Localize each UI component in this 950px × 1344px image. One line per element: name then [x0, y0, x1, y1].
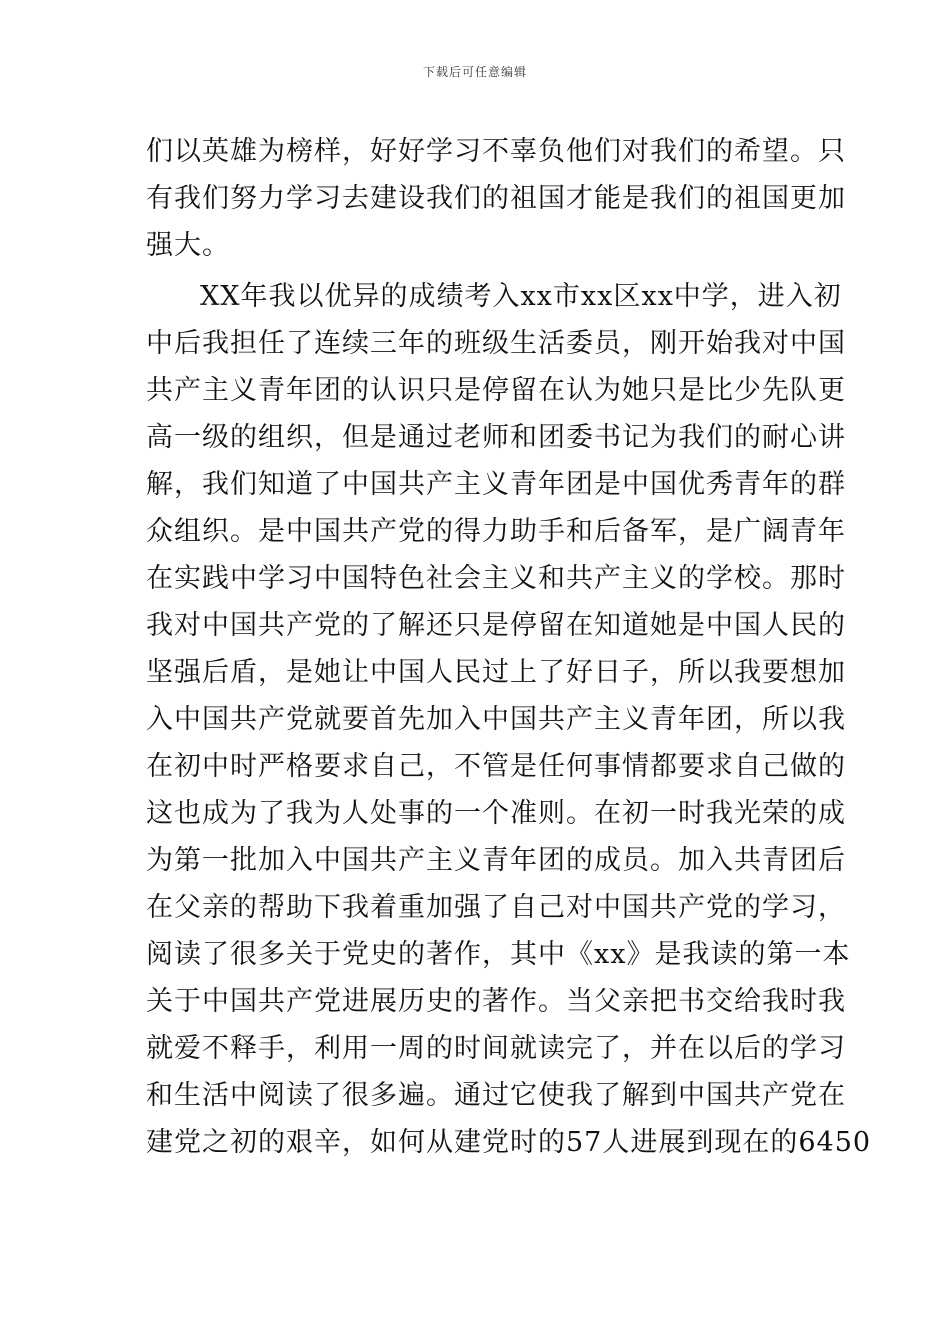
- text-line: 在父亲的帮助下我着重加强了自己对中国共产党的学习，: [146, 892, 846, 923]
- text-line: 共产主义青年团的认识只是停留在认为她只是比少先队更: [146, 375, 846, 406]
- text-line: 中后我担任了连续三年的班级生活委员，刚开始我对中国: [146, 328, 846, 359]
- text-line: 阅读了很多关于党史的著作，其中《xx》是我读的第一本: [146, 939, 851, 970]
- page-header: 下载后可任意编辑: [422, 65, 527, 79]
- text-line: 建党之初的艰辛，如何从建党时的57人进展到现在的6450: [146, 1127, 872, 1158]
- text-line: 坚强后盾，是她让中国人民过上了好日子，所以我要想加: [146, 657, 846, 688]
- text-line: 我对中国共产党的了解还只是停留在知道她是中国人民的: [146, 610, 846, 641]
- text-line: 入中国共产党就要首先加入中国共产主义青年团，所以我: [146, 704, 846, 735]
- text-line: 高一级的组织，但是通过老师和团委书记为我们的耐心讲: [146, 422, 846, 453]
- text-line: 们以英雄为榜样，好好学习不辜负他们对我们的希望。只: [146, 136, 846, 167]
- text-line: 强大。: [146, 230, 230, 261]
- text-line: 解，我们知道了中国共产主义青年团是中国优秀青年的群: [146, 469, 846, 500]
- paragraph: [146, 128, 846, 269]
- text-line: 就爱不释手，利用一周的时间就读完了，并在以后的学习: [146, 1033, 846, 1064]
- document-body: [146, 128, 872, 1166]
- text-line: 众组织。是中国共产党的得力助手和后备军，是广阔青年: [146, 516, 846, 547]
- text-line: 这也成为了我为人处事的一个准则。在初一时我光荣的成: [146, 798, 846, 829]
- text-line: 和生活中阅读了很多遍。通过它使我了解到中国共产党在: [146, 1080, 846, 1111]
- text-line: 关于中国共产党进展历史的著作。当父亲把书交给我时我: [146, 986, 846, 1017]
- text-line: XX年我以优异的成绩考入xx市xx区xx中学，进入初: [200, 281, 842, 312]
- paragraph: [146, 273, 872, 1166]
- text-line: 在初中时严格要求自己，不管是任何事情都要求自己做的: [146, 751, 846, 782]
- text-line: 有我们努力学习去建设我们的祖国才能是我们的祖国更加: [146, 183, 846, 214]
- text-line: 为第一批加入中国共产主义青年团的成员。加入共青团后: [146, 845, 846, 876]
- text-line: 在实践中学习中国特色社会主义和共产主义的学校。那时: [146, 563, 846, 594]
